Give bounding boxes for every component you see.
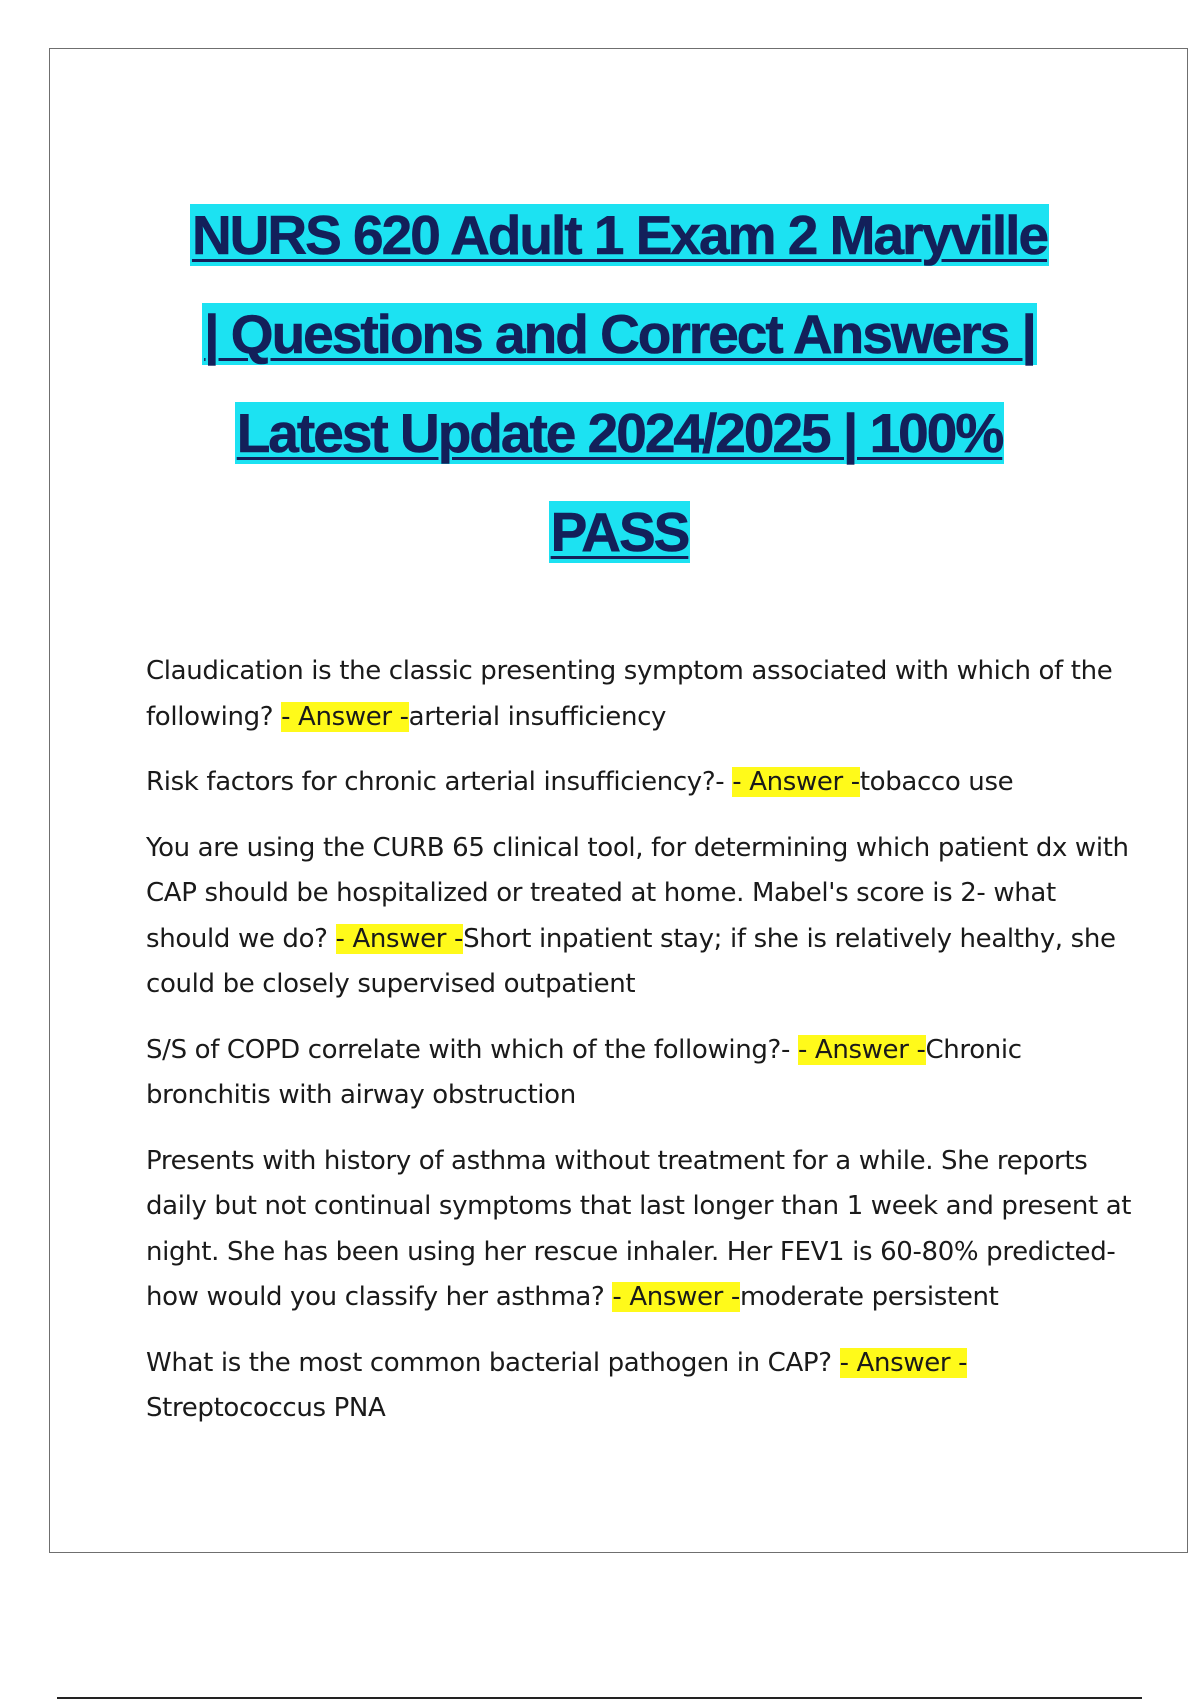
answer-marker: - Answer - [797,1034,926,1065]
answer-text: Short inpatient stay; if she is relatively healthy, she could be closely supervised outpatient [146,923,1116,999]
title-line-3 [50,384,1189,483]
title-line-1 [50,186,1189,285]
title-line-2 [50,285,1189,384]
answer-text: moderate persistent [739,1282,999,1312]
qa-item-6 [146,1341,1146,1432]
qa-item-2 [146,760,1146,806]
title-text-4: PASS [550,501,689,563]
document-title [50,186,1189,582]
question-text: S/S of COPD correlate with which of the following?- [146,1034,798,1065]
qa-item-3 [146,826,1146,1008]
question-text: You are using the CURB 65 clinical tool, for determining which patient dx with CAP should be hospitalized or treated at home. Mabel's score is 2- what should we do? [146,832,1129,954]
title-line-4 [50,483,1189,582]
title-text-1: NURS 620 Adult 1 Exam 2 Maryville [191,204,1048,266]
qa-item-5 [146,1139,1146,1321]
answer-marker: - Answer - [612,1282,740,1312]
qa-item-1 [146,649,1146,740]
answer-marker: - Answer - [335,923,464,954]
answer-marker: - Answer - [281,701,409,732]
answer-marker: - Answer - [732,767,860,797]
answer-text: Chronic bronchitis with airway obstruction [146,1034,1022,1110]
answer-text: arterial insufficiency [408,701,667,732]
question-text: What is the most common bacterial pathogen in CAP? [146,1347,840,1378]
question-text: Risk factors for chronic arterial insufficiency?- [146,767,733,797]
question-text: Claudication is the classic presenting symptom associated with which of the following? [146,656,1113,732]
document-page [49,48,1188,1553]
title-text-3: Latest Update 2024/2025 | 100% [236,402,1003,464]
qa-item-4 [146,1028,1146,1119]
answer-text: tobacco use [859,767,1014,797]
qa-list [146,649,1146,1452]
question-text: Presents with history of asthma without treatment for a while. She reports daily but not continual symptoms that last longer than 1 week and present at night. She has been using her rescue inhaler. Her FEV1 is 60-80% predicted- how would you classify her asthma? [146,1145,1132,1312]
answer-marker: - Answer - [839,1347,968,1378]
answer-text: Streptococcus PNA [146,1393,386,1423]
title-text-2: | Questions and Correct Answers | [204,303,1035,365]
bottom-divider [57,1697,1142,1699]
